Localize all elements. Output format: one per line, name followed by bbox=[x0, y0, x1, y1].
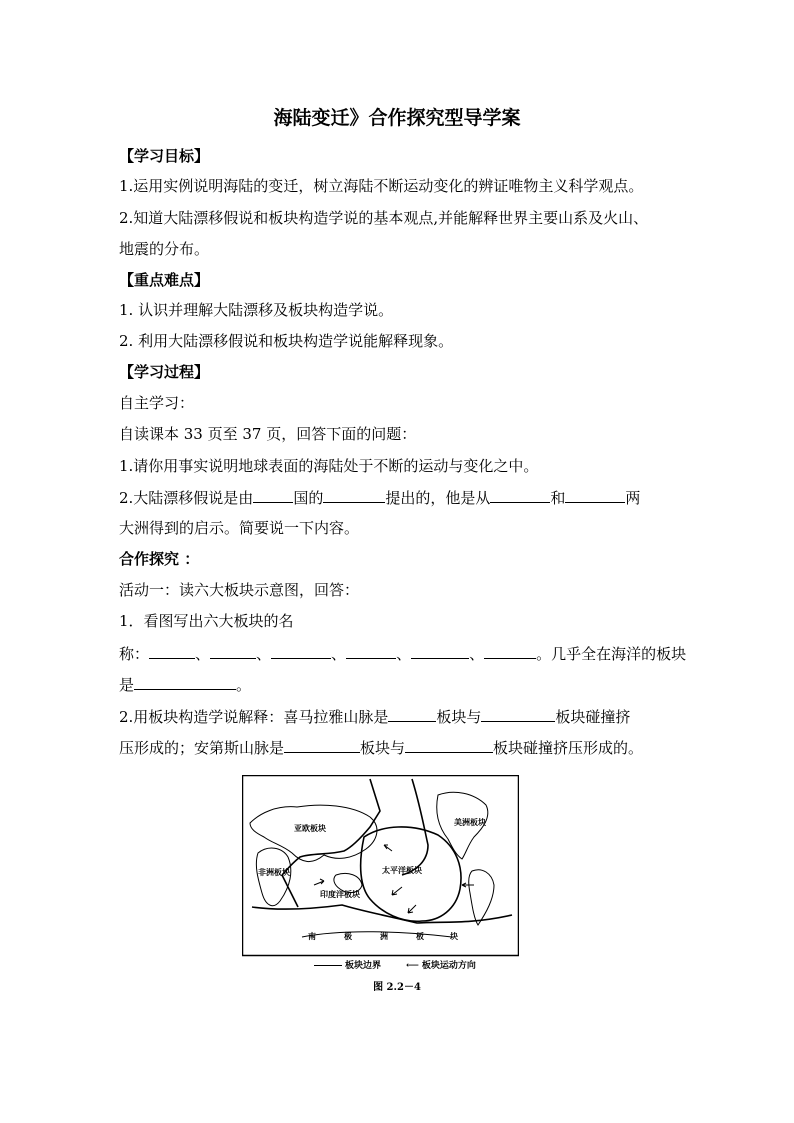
blank-ocean-plate[interactable] bbox=[134, 674, 236, 690]
question-2b: 大洲得到的启示。简要说一下内容。 bbox=[119, 519, 360, 537]
q2b-text-1: 压形成的；安第斯山脉是 bbox=[119, 739, 285, 757]
african-plate-label: 非洲板块 bbox=[258, 868, 290, 877]
activity-q1c bbox=[119, 674, 251, 695]
six-plates-map bbox=[242, 775, 519, 972]
activity-q2a bbox=[119, 706, 630, 727]
arrow-left-icon: ⟵ bbox=[406, 960, 419, 971]
legend-boundary: 板块边界 bbox=[314, 958, 381, 971]
sep-4: 、 bbox=[396, 645, 412, 663]
sep-1: 、 bbox=[195, 645, 211, 663]
blank-continent-1[interactable] bbox=[490, 487, 550, 503]
antarctic-label-1: 南 bbox=[308, 932, 316, 941]
american-plate-label: 美洲板块 bbox=[454, 818, 486, 827]
goal-2a: 2.知道大陆漂移假说和板块构造学说的基本观点,并能解释世界主要山系及火山、 bbox=[119, 209, 649, 227]
blank-plate-5[interactable] bbox=[411, 643, 469, 659]
question-1: 1.请你用事实说明地球表面的海陆处于不断的运动与变化之中。 bbox=[119, 457, 539, 475]
pacific-plate-label: 太平洋板块 bbox=[382, 866, 422, 875]
sep-2: 、 bbox=[256, 645, 272, 663]
key-1: 1. 认识并理解大陆漂移及板块构造学说。 bbox=[119, 301, 394, 319]
blank-plate-4[interactable] bbox=[346, 643, 396, 659]
goal-1: 1.运用实例说明海陆的变迁，树立海陆不断运动变化的辨证唯物主义科学观点。 bbox=[119, 177, 644, 195]
coop-header: 合作探究 ： bbox=[119, 550, 200, 568]
activity-q1b bbox=[119, 643, 686, 664]
q2a-text-3: 板块碰撞挤 bbox=[555, 708, 631, 726]
blank-country[interactable] bbox=[253, 487, 293, 503]
page-title: 海陆变迁》合作探究型导学案 bbox=[273, 107, 521, 129]
key-2: 2. 利用大陆漂移假说和板块构造学说能解释现象。 bbox=[119, 332, 454, 350]
antarctic-label-4: 板 bbox=[416, 932, 424, 941]
activity-1: 活动一：读六大板块示意图，回答： bbox=[119, 581, 360, 599]
blank-andes-plate-2[interactable] bbox=[405, 737, 493, 753]
goal-2b: 地震的分布。 bbox=[119, 240, 210, 258]
q2-text-1: 2.大陆漂移假说是由 bbox=[119, 489, 254, 507]
antarctic-label-2: 极 bbox=[344, 932, 352, 941]
blank-plate-2[interactable] bbox=[210, 643, 256, 659]
q2-text-2: 国的 bbox=[293, 489, 324, 507]
plates-suffix: 。几乎全在海洋的板块 bbox=[536, 645, 687, 663]
q2b-text-2: 板块与 bbox=[360, 739, 406, 757]
figure-caption: 图 2.2－4 bbox=[373, 982, 421, 993]
blank-plate-1[interactable] bbox=[149, 643, 195, 659]
sep-3: 、 bbox=[331, 645, 347, 663]
self-study-label: 自主学习： bbox=[119, 394, 195, 412]
q2-text-4: 和 bbox=[550, 489, 566, 507]
blank-plate-6[interactable] bbox=[484, 643, 536, 659]
antarctic-label-3: 洲 bbox=[380, 932, 388, 941]
blank-himalaya-plate-2[interactable] bbox=[481, 706, 555, 722]
q2b-text-3: 板块碰撞挤压形成的。 bbox=[493, 739, 644, 757]
ocean-plate-prefix: 是 bbox=[119, 676, 135, 694]
legend-direction: ⟵ 板块运动方向 bbox=[406, 960, 476, 971]
q2-text-5: 两 bbox=[625, 489, 641, 507]
key-header: 【重点难点】 bbox=[119, 271, 210, 289]
blank-himalaya-plate-1[interactable] bbox=[388, 706, 436, 722]
eurasian-plate-label: 亚欧板块 bbox=[294, 824, 326, 833]
indian-plate-label: 印度洋板块 bbox=[320, 890, 360, 899]
sep-5: 、 bbox=[469, 645, 485, 663]
q2-text-3: 提出的，他是从 bbox=[385, 489, 491, 507]
activity-q1a: 1．看图写出六大板块的名 bbox=[119, 612, 294, 630]
boundary-line-icon bbox=[314, 965, 342, 966]
question-2a bbox=[119, 487, 640, 508]
antarctic-label-5: 块 bbox=[450, 932, 458, 941]
goals-header: 【学习目标】 bbox=[119, 147, 210, 165]
ocean-plate-period: 。 bbox=[236, 676, 252, 694]
blank-andes-plate-1[interactable] bbox=[284, 737, 360, 753]
q2a-text-2: 板块与 bbox=[436, 708, 482, 726]
q2a-text-1: 2.用板块构造学说解释：喜马拉雅山脉是 bbox=[119, 708, 389, 726]
activity-q2b bbox=[119, 737, 643, 758]
reading-instruction: 自读课本 33 页至 37 页，回答下面的问题： bbox=[119, 425, 417, 443]
blank-plate-3[interactable] bbox=[271, 643, 331, 659]
plates-prefix: 称： bbox=[119, 645, 150, 663]
blank-scientist[interactable] bbox=[323, 487, 385, 503]
process-header: 【学习过程】 bbox=[119, 363, 210, 381]
blank-continent-2[interactable] bbox=[565, 487, 625, 503]
